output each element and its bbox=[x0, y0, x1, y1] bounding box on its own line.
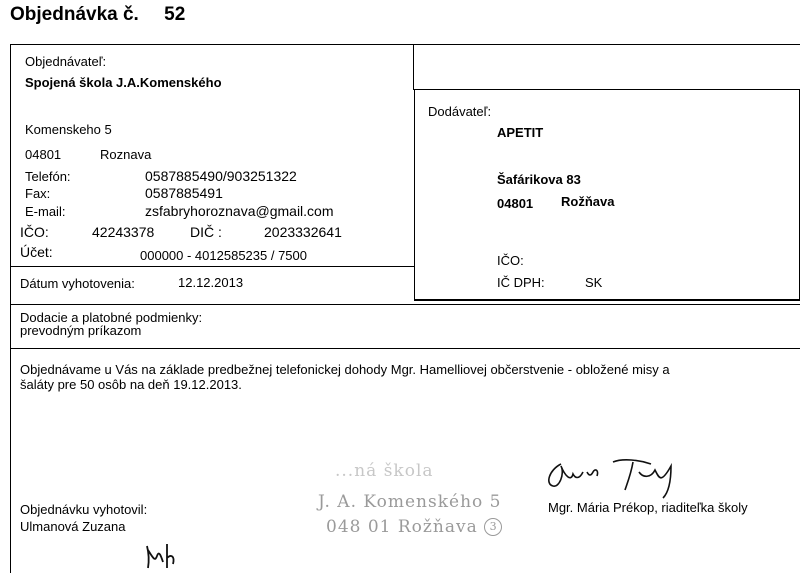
frame-top bbox=[10, 44, 800, 45]
supplier-zip: 04801 bbox=[497, 196, 534, 211]
order-text-line2: šaláty pre 50 osôb na deň 19.12.2013. bbox=[20, 377, 242, 392]
dic-value: 2023332641 bbox=[264, 224, 342, 240]
fax-value: 0587885491 bbox=[145, 185, 223, 201]
email-value: zsfabryhoroznava@gmail.com bbox=[145, 203, 334, 219]
buyer-right-border bbox=[413, 44, 414, 90]
stamp-line1: ...ná škola bbox=[335, 461, 434, 481]
issued-by-name: Ulmanová Zuzana bbox=[20, 519, 126, 534]
terms-divider-bottom bbox=[10, 348, 800, 349]
stamp-line2: J. A. Komenského 5 bbox=[318, 492, 502, 512]
phone-value: 0587885490/903251322 bbox=[145, 168, 297, 184]
supplier-street: Šafárikova 83 bbox=[497, 172, 581, 187]
terms-label: Dodacie a platobné podmienky: bbox=[20, 310, 203, 325]
phone-label: Telefón: bbox=[25, 169, 71, 184]
issued-by-label: Objednávku vyhotovil: bbox=[20, 502, 148, 517]
buyer-name: Spojená škola J.A.Komenského bbox=[25, 75, 222, 90]
order-number: 52 bbox=[164, 4, 186, 25]
supplier-name: APETIT bbox=[497, 125, 544, 140]
stamp-city: 048 01 Rožňava bbox=[326, 517, 478, 537]
account-label: Účet: bbox=[20, 244, 53, 260]
ico-value: 42243378 bbox=[92, 224, 155, 240]
terms-value: prevodným príkazom bbox=[20, 323, 142, 338]
issue-date-label: Dátum vyhotovenia: bbox=[20, 276, 135, 291]
document-title bbox=[10, 4, 185, 26]
terms-divider-top bbox=[10, 304, 800, 305]
director-signature bbox=[543, 452, 693, 502]
email-label: E-mail: bbox=[25, 204, 66, 219]
dic-label: DIČ : bbox=[190, 224, 222, 240]
buyer-street: Komenskeho 5 bbox=[25, 122, 112, 137]
supplier-box-top-right bbox=[414, 89, 800, 90]
supplier-label: Dodávateľ: bbox=[428, 104, 492, 119]
date-divider bbox=[10, 266, 414, 267]
issue-date-value: 12.12.2013 bbox=[178, 275, 244, 290]
buyer-zip: 04801 bbox=[25, 147, 62, 162]
supplier-ico-label: IČO: bbox=[497, 253, 524, 268]
supplier-icdph-label: IČ DPH: bbox=[497, 275, 545, 290]
buyer-label: Objednávateľ: bbox=[25, 54, 107, 69]
fax-label: Fax: bbox=[25, 186, 51, 201]
frame-left bbox=[10, 44, 11, 573]
stamp-line3 bbox=[326, 517, 502, 537]
supplier-icdph-value: SK bbox=[585, 275, 603, 290]
ico-label: IČO: bbox=[20, 224, 49, 240]
issuer-initials bbox=[143, 540, 183, 570]
account-value: 000000 - 4012585235 / 7500 bbox=[140, 248, 307, 263]
title-text: Objednávka č. bbox=[10, 4, 139, 25]
supplier-city: Rožňava bbox=[561, 194, 615, 209]
order-text-line1: Objednávame u Vás na základe predbežnej telefonickej dohody Mgr. Hamelliovej občerstvenie - obložené misy a bbox=[20, 362, 670, 377]
stamp-mark: 3 bbox=[484, 518, 502, 536]
buyer-city: Roznava bbox=[100, 147, 152, 162]
signatory-name: Mgr. Mária Prékop, riaditeľka školy bbox=[548, 500, 748, 515]
